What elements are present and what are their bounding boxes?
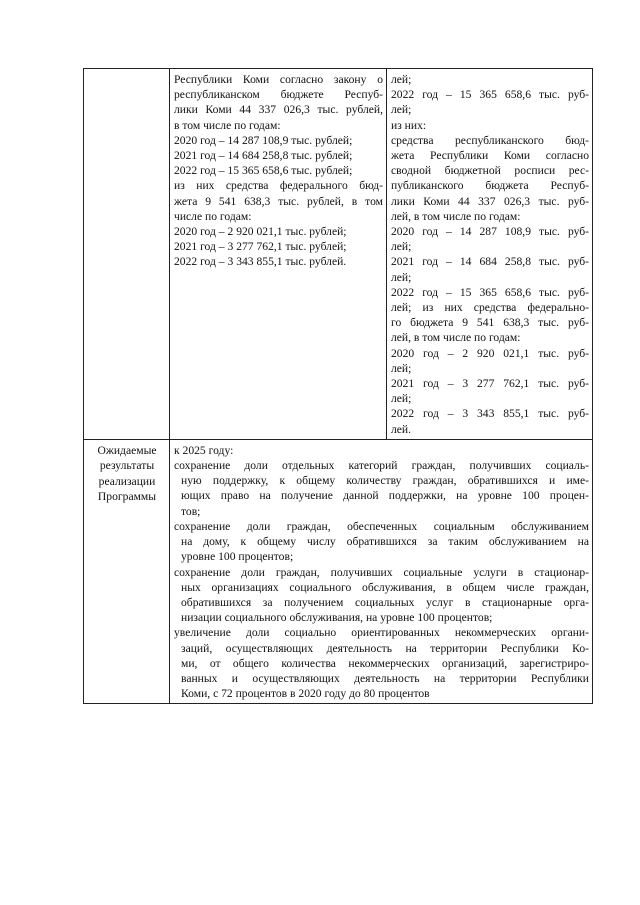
text-line: лей, в том числе по годам: bbox=[391, 331, 521, 345]
text-line: 2020 год – 2 920 021,1 тыс. рублей; bbox=[174, 225, 347, 239]
text-line: лей. bbox=[391, 422, 412, 436]
text-line: 2020 год – 14 287 108,9 тыс. руб- bbox=[391, 225, 589, 239]
text-line: лей; bbox=[391, 361, 412, 375]
text-line: средства республиканского бюд- bbox=[391, 133, 589, 147]
result-line: Коми, с 72 процентов в 2020 году до 80 процентов bbox=[181, 687, 430, 701]
result-line: ную поддержку, к общему количеству граждан, обратившихся и име- bbox=[181, 474, 589, 488]
text-line: лей, в том числе по годам: bbox=[391, 209, 521, 223]
financing-left-cell bbox=[170, 69, 387, 440]
label-line: результаты bbox=[99, 459, 155, 473]
text-line: 2020 год – 2 920 021,1 тыс. руб- bbox=[391, 346, 589, 360]
text-line: республиканском бюджете Респуб- bbox=[174, 88, 383, 102]
text-line: 2021 год – 3 277 762,1 тыс. рублей; bbox=[174, 240, 347, 254]
text-line: Республики Коми согласно закону о bbox=[174, 73, 383, 86]
label-line: Программы bbox=[97, 490, 157, 504]
text-line: из них средства федерального бюд- bbox=[174, 179, 383, 193]
text-line: в том числе по годам: bbox=[174, 118, 281, 132]
text-line: 2021 год – 3 277 762,1 тыс. руб- bbox=[391, 377, 589, 391]
text-line: из них: bbox=[391, 118, 427, 132]
results-row bbox=[84, 439, 593, 703]
result-line: сохранение доли граждан, обеспеченных социальным обслуживанием bbox=[174, 519, 589, 533]
result-line: сохранение доли отдельных категорий граждан, получивших социаль- bbox=[174, 459, 589, 473]
label-line: реализации bbox=[98, 474, 156, 488]
result-line: заций, осуществляющих деятельность на территории Республики Ко- bbox=[181, 641, 589, 655]
result-line: ми, от общего количества некоммерческих организаций, зарегистриро- bbox=[181, 656, 589, 670]
result-line: низации социального обслуживания, на уровне 100 процентов; bbox=[181, 611, 493, 625]
results-text-cell bbox=[170, 439, 593, 703]
financing-label-cell bbox=[84, 69, 170, 440]
results-text bbox=[174, 458, 589, 701]
text-line: лей; bbox=[391, 392, 412, 406]
financing-left-text bbox=[174, 72, 383, 270]
text-line: числе по годам: bbox=[174, 209, 252, 223]
text-line: лей; из них средства федерально- bbox=[391, 301, 589, 315]
text-line: 2021 год – 14 684 258,8 тыс. рублей; bbox=[174, 149, 353, 163]
results-label bbox=[88, 443, 166, 505]
program-passport-table bbox=[83, 68, 593, 704]
result-line: уровне 100 процентов; bbox=[181, 550, 294, 564]
text-line: лей; bbox=[391, 270, 412, 284]
text-line: 2022 год – 15 365 658,6 тыс. руб- bbox=[391, 88, 589, 102]
text-line: лей; bbox=[391, 103, 412, 117]
result-line: сохранение доли граждан, получивших социальные услуги в стационар- bbox=[174, 565, 589, 579]
text-line: жета 9 541 638,3 тыс. рублей, в том bbox=[174, 194, 383, 208]
text-line: го бюджета 9 541 638,3 тыс. руб- bbox=[391, 316, 589, 330]
text-line: 2022 год – 3 343 855,1 тыс. руб- bbox=[391, 407, 589, 421]
text-line: сводной бюджетной росписи рес- bbox=[391, 164, 589, 178]
text-line: 2022 год – 3 343 855,1 тыс. рублей. bbox=[174, 255, 347, 269]
result-line: ванных и осуществляющих деятельность на территории Республики bbox=[181, 671, 589, 685]
result-line: ющих право на получение данной поддержки, на уровне 100 процен- bbox=[181, 489, 589, 503]
results-intro: к 2025 году: bbox=[174, 443, 234, 457]
text-line: публиканского бюджета Респуб- bbox=[391, 179, 589, 193]
result-line: обратившихся за получением социальных услуг в стационарные орга- bbox=[181, 595, 589, 609]
text-line: 2022 год – 15 365 658,6 тыс. рублей; bbox=[174, 164, 353, 178]
result-line: ных организациях социального обслуживания, в общем числе граждан, bbox=[181, 580, 589, 594]
text-line: лей; bbox=[391, 240, 412, 254]
result-line: тов; bbox=[181, 504, 201, 518]
text-line: лей; bbox=[391, 73, 412, 86]
text-line: 2022 год – 15 365 658,6 тыс. руб- bbox=[391, 285, 589, 299]
label-line: Ожидаемые bbox=[97, 443, 157, 457]
result-line: увеличение доли социально ориентированных некоммерческих органи- bbox=[174, 626, 589, 640]
financing-right-text bbox=[391, 72, 589, 437]
result-line: на дому, к общему числу обратившихся за таким обслуживанием на bbox=[181, 535, 589, 549]
text-line: лики Коми 44 337 026,3 тыс. руб- bbox=[391, 194, 589, 208]
text-line: 2020 год – 14 287 108,9 тыс. рублей; bbox=[174, 133, 353, 147]
text-line: лики Коми 44 337 026,3 тыс. рублей, bbox=[174, 103, 383, 117]
results-label-cell bbox=[84, 439, 170, 703]
financing-row bbox=[84, 69, 593, 440]
financing-right-cell bbox=[387, 69, 593, 440]
text-line: 2021 год – 14 684 258,8 тыс. руб- bbox=[391, 255, 589, 269]
text-line: жета Республики Коми согласно bbox=[391, 149, 589, 163]
